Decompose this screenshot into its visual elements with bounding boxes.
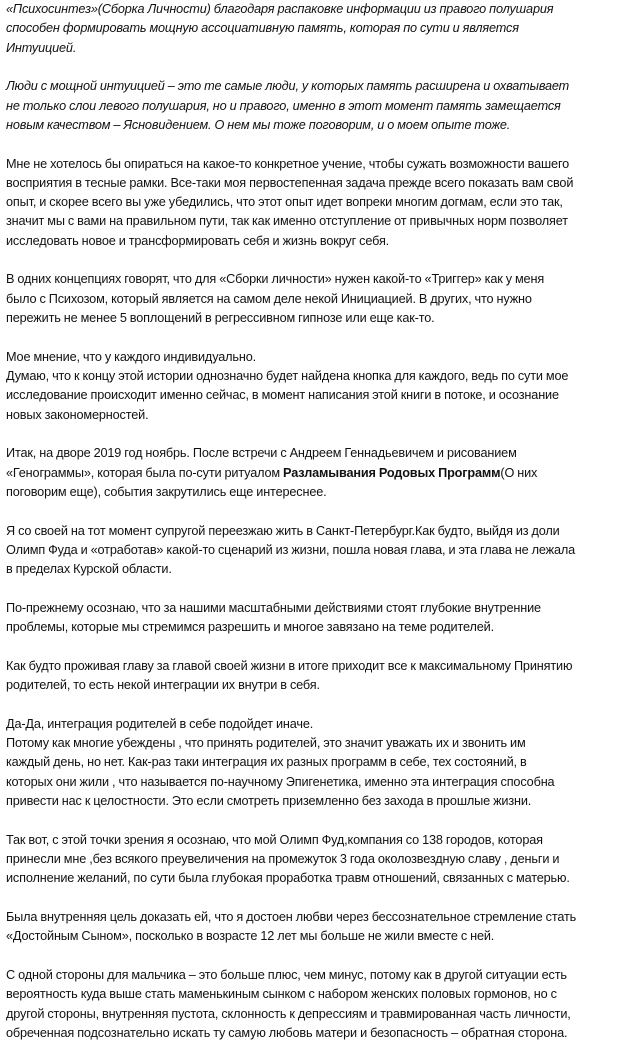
- text-line: С одной стороны для мальчика – это больше плюс, чем минус, потому как в другой ситуации есть: [6, 967, 567, 982]
- text-line: другой стороны, внутренняя пустота, склонность к депрессиям и травмированная часть личности,: [6, 1006, 571, 1021]
- text-line: Мне не хотелось бы опираться на какое-то конкретное учение, чтобы сужать возможности вашего: [6, 156, 570, 171]
- paragraph-p11: [6, 831, 614, 889]
- text-line: Интуицией.: [6, 40, 77, 55]
- text-line: родителей, то есть некой интеграции их внутри в себя.: [6, 678, 320, 693]
- text-line: Да-Да, интеграция родителей в себе подойдет иначе.: [6, 716, 314, 731]
- text-line: Как будто проживая главу за главой своей жизни в итоге приходит все к максимальному Принятию: [6, 658, 573, 673]
- paragraph-p9: [6, 657, 614, 696]
- text-line: обреченная подсознательно искать ту самую любовь матери и безопасность – обратная сторона.: [6, 1025, 568, 1040]
- text-segment: поговорим еще), события закрутились еще интереснее.: [6, 484, 327, 499]
- paragraph-p5a: [6, 348, 614, 367]
- text-line: каждый день, но нет. Как-раз таки интеграция их разных программ в себе, тех состояний, в: [6, 755, 527, 770]
- text-line: привести нас к целостности. Это если смотреть приземленно без захода в прошлые жизни.: [6, 794, 532, 809]
- text-line: Потому как многие убеждены , что принять родителей, это значит уважать их и звонить им: [6, 736, 526, 751]
- text-line: пережить не менее 5 воплощений в регрессивном гипнозе или еще как-то.: [6, 311, 435, 326]
- text-line: новых закономерностей.: [6, 407, 149, 422]
- document-page: [6, 0, 614, 1063]
- text-line: значит мы с вами на правильном пути, так как именно отступление от привычных норм позволяет: [6, 214, 568, 229]
- text-line: Была внутренняя цель доказать ей, что я достоен любви через бессознательное стремление стать: [6, 909, 577, 924]
- text-line: [6, 464, 614, 483]
- text-line: Я со своей на тот момент супругой переезжаю жить в Санкт-Петербург.Как будто, выйдя из доли: [6, 523, 560, 538]
- paragraph-p1: [6, 0, 614, 58]
- paragraph-p7: [6, 522, 614, 580]
- paragraph-p8: [6, 599, 614, 638]
- text-line: исследовать новое и трансформировать себя и жизнь вокруг себя.: [6, 233, 390, 248]
- text-segment: Итак, на дворе 2019 год ноябрь. После встречи с Андреем Геннадьевичем и рисованием: [6, 446, 517, 461]
- paragraph-p12: [6, 908, 614, 947]
- paragraph-p5b: [6, 367, 614, 425]
- text-line: опыт, и скорее всего вы уже убедились, что этот опыт идет вопреки многим догмам, если это так,: [6, 195, 563, 210]
- text-line: не только слои левого полушария, но и правого, именно в этот момент память замещается: [6, 98, 561, 113]
- text-line: было с Психозом, который является на самом деле некой Инициацией. В других, что нужно: [6, 291, 532, 306]
- text-line: Думаю, что к концу этой истории однозначно будет найдена кнопка для каждого, ведь по сути мое: [6, 369, 569, 384]
- paragraph-p4: [6, 270, 614, 328]
- text-line: исследование происходит именно сейчас, в момент написания этой книги в потоке, и осознание: [6, 388, 559, 403]
- bold-phrase: Разламывания Родовых Программ: [283, 465, 501, 480]
- text-line: вероятность куда выше стать маменькиным сынком с набором женских половых гормонов, но с: [6, 987, 557, 1002]
- paragraph-p13: [6, 966, 614, 1043]
- text-line: принесли мне ,без всякого преувеличения на промежуток 3 года околозвездную славу , деньги и: [6, 852, 560, 866]
- paragraph-p3: [6, 155, 614, 251]
- text-line: проблемы, которые мы стремимся разрешить и многое завязано на теме родителей.: [6, 620, 494, 635]
- text-line: [6, 444, 614, 463]
- paragraph-p2: [6, 77, 614, 135]
- text-line: которых они жили , что называется по-научному Эпигенетика, именно эта интеграция способна: [6, 774, 555, 789]
- text-line: Мое мнение, что у каждого индивидуально.: [6, 349, 256, 364]
- paragraph-p10b: [6, 734, 614, 811]
- text-line: новым качеством – Ясновидением. О нем мы тоже поговорим, и о моем опыте тоже.: [6, 117, 511, 132]
- text-line: «Достойным Сыном», посколько в возрасте 12 лет мы больше не жили вместе с ней.: [6, 929, 495, 944]
- text-line: исполнение желаний, по сути была глубокая проработка травм отношений, связанных с матерью.: [6, 871, 570, 886]
- paragraph-p6: [6, 444, 614, 502]
- text-line: Люди с мощной интуицией – это те самые люди, у которых память расширена и охватывает: [6, 79, 570, 94]
- text-line: Олимп Фуда и «отработав» какой-то сценарий из жизни, пошла новая глава, и эта глава не лежала: [6, 542, 576, 557]
- text-line: восприятия в тесные рамки. Все-таки моя первостепенная задача прежде всего показать вам свой: [6, 175, 574, 190]
- text-line: способен формировать мощную ассоциативную память, которая по сути и является: [6, 21, 519, 36]
- text-line: По-прежнему осознаю, что за нашими масштабными действиями стоят глубокие внутренние: [6, 600, 541, 615]
- text-line: [6, 483, 614, 502]
- paragraph-p10a: [6, 715, 614, 734]
- text-line: В одних концепциях говорят, что для «Сборки личности» нужен какой-то «Триггер» как у меня: [6, 272, 545, 287]
- text-line: «Психосинтез»(Сборка Личности) благодаря распаковке информации из правого полушария: [6, 2, 554, 16]
- text-line: в пределах Курской области.: [6, 562, 172, 577]
- text-segment: (О них: [500, 465, 538, 480]
- text-line: Так вот, с этой точки зрения я осознаю, что мой Олимп Фуд,компания со 138 городов, которая: [6, 832, 543, 847]
- text-segment: «Генограммы», которая была по-сути ритуалом: [6, 465, 284, 480]
